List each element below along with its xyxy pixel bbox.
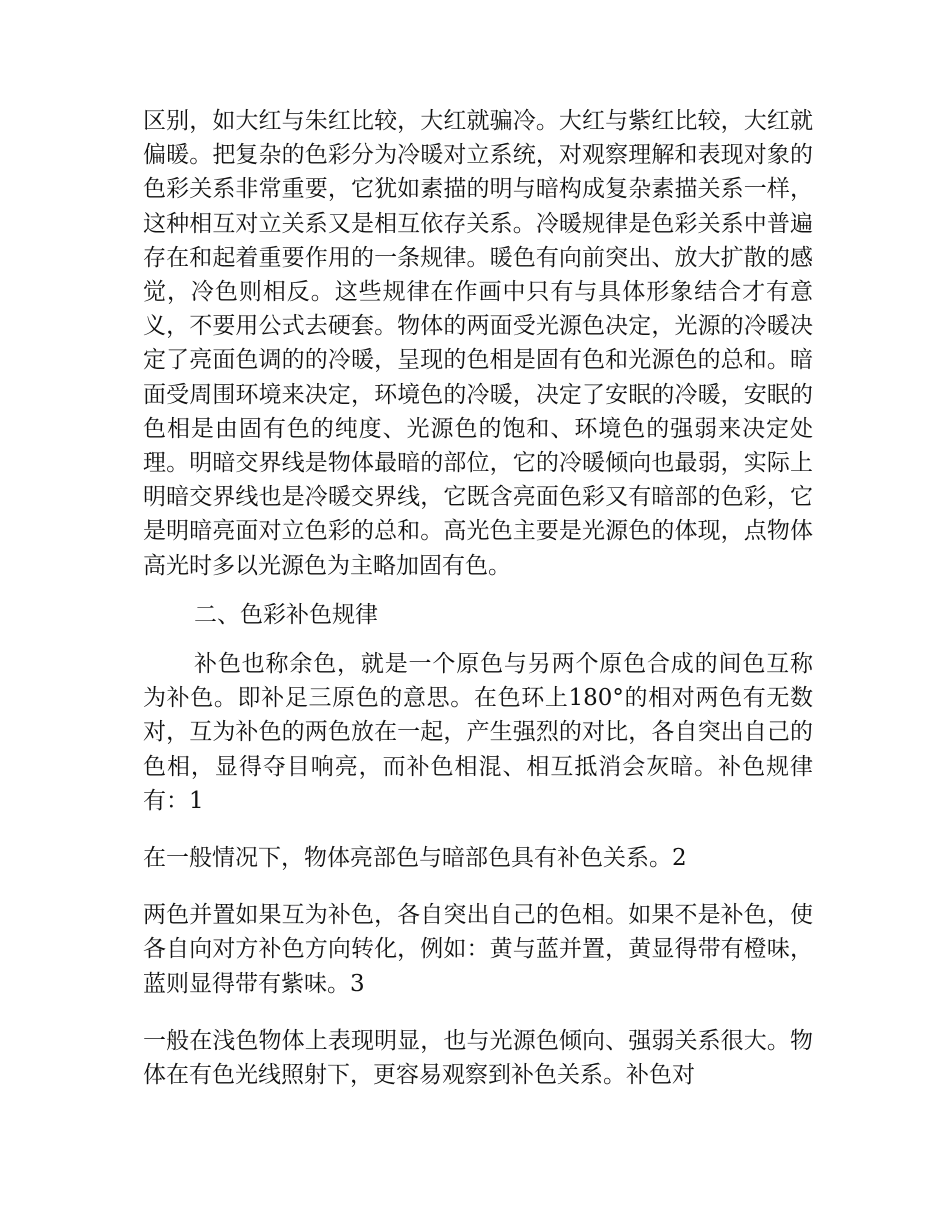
rule-item-2: 两色并置如果互为补色，各自突出自己的色相。如果不是补色，使各自向对方补色方向转化，例如：黄与蓝并置，黄显得带有橙味，蓝则显得带有紫味。3 (143, 902, 813, 997)
paragraph-warm-cool: 区别，如大红与朱红比较，大红就骗冷。大红与紫红比较，大红就偏暖。把复杂的色彩分为冷暖对立系统，对观察理解和表现对象的色彩关系非常重要，它犹如素描的明与暗构成复杂素描关系一样，这种相互对立关系又是相互依存关系。冷暖规律是色彩关系中普遍存在和起着重要作用的一条规律。暖色有向前突出、放大扩散的感觉，冷色则相反。这些规律在作画中只有与具体形象结合才有意义，不要用公式去硬套。物体的两面受光源色决定，光源的冷暖决定了亮面色调的的冷暖，呈现的色相是固有色和光源色的总和。暗面受周围环境来决定，环境色的冷暖，决定了安眠的冷暖，安眠的色相是由固有色的纯度、光源色的饱和、环境色的强弱来决定处理。明暗交界线是物体最暗的部位，它的冷暖倾向也最弱，实际上明暗交界线也是冷暖交界线，它既含亮面色彩又有暗部的色彩，它是明暗亮面对立色彩的总和。高光色主要是光源色的体现，点物体高光时多以光源色为主略加固有色。 (143, 108, 813, 579)
paragraph-complementary-intro: 补色也称余色，就是一个原色与另两个原色合成的间色互称为补色。即补足三原色的意思。在色环上180°的相对两色有无数对，互为补色的两色放在一起，产生强烈的对比，各自突出自己的色相，显得夺目响亮，而补色相混、相互抵消会灰暗。补色规律有：1 (143, 651, 813, 814)
document-page (143, 104, 813, 1092)
rule-item-1: 在一般情况下，物体亮部色与暗部色具有补色关系。2 (143, 845, 687, 872)
section-heading: 二、色彩补色规律 (194, 601, 378, 628)
rule-item-3: 一般在浅色物体上表现明显，也与光源色倾向、强弱关系很大。物体在有色光线照射下，更容易观察到补色关系。补色对 (143, 1027, 813, 1089)
